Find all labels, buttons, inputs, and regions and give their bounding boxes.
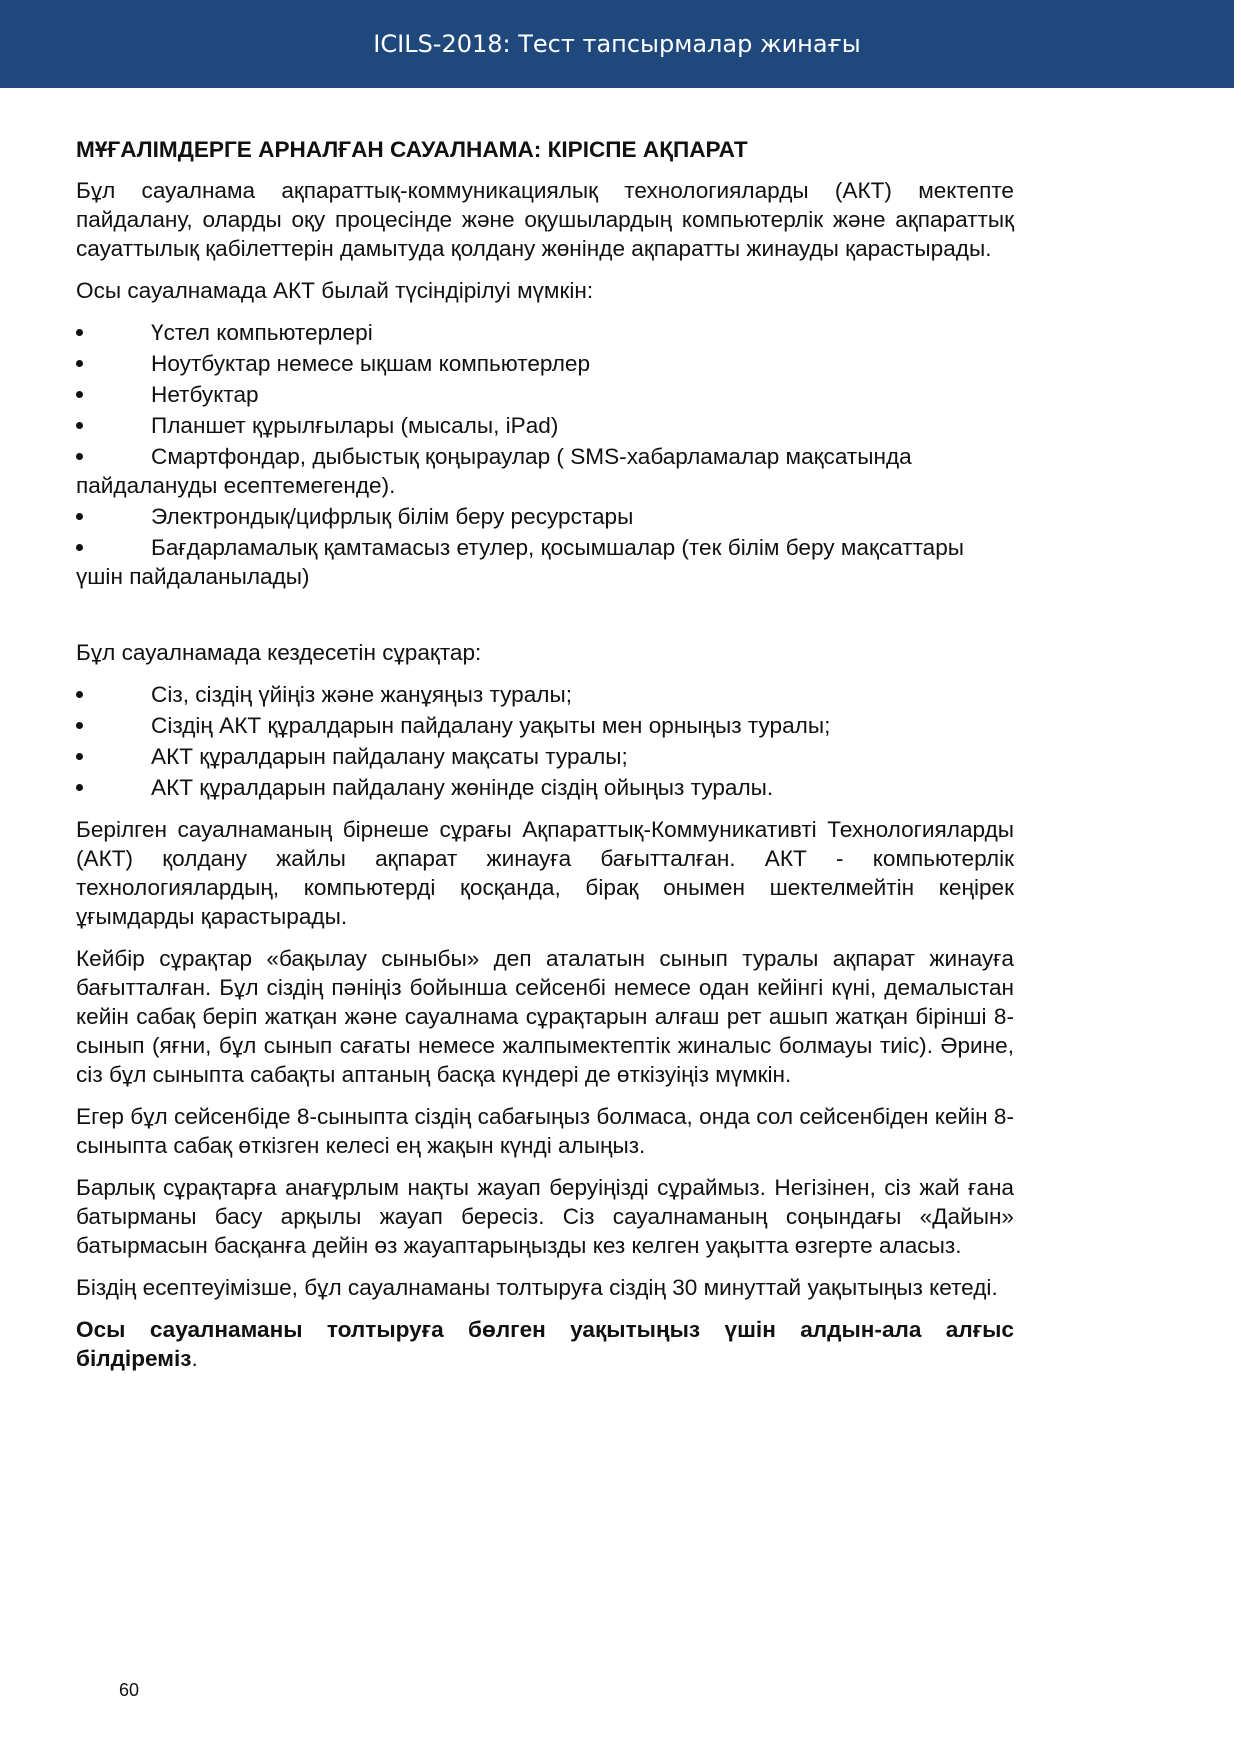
list-item: Ноутбуктар немесе ықшам компьютерлер xyxy=(76,349,1014,378)
list-item: Смартфондар, дыбыстық қоңыраулар ( SMS-хабарламалар мақсатында пайдалануды есептемегенде). xyxy=(76,444,912,498)
list-item: Сіз, сіздің үйіңіз және жанұяңыз туралы; xyxy=(76,680,1014,709)
bullet-icon xyxy=(76,513,83,520)
list-item: Нетбуктар xyxy=(76,380,1014,409)
bullet-icon xyxy=(76,453,83,460)
ict-list xyxy=(76,318,1014,591)
ict-list-lead: Осы сауалнамада АКТ былай түсіндірілуі мүмкін: xyxy=(76,278,594,303)
list-item: Сіздің АКТ құралдарын пайдалану уақыты мен орныңыз туралы; xyxy=(76,711,1014,740)
questions-list xyxy=(76,680,1014,802)
questions-list-lead: Бұл сауалнамада кездесетін сұрақтар: xyxy=(76,640,482,665)
section-heading: МҰҒАЛІМДЕРГЕ АРНАЛҒАН САУАЛНАМА: КІРІСПЕ АҚПАРАТ xyxy=(76,137,748,162)
bullet-icon xyxy=(76,722,83,729)
spacer xyxy=(76,604,1014,638)
list-item: Үстел компьютерлері xyxy=(76,318,1014,347)
bullet-icon xyxy=(76,544,83,551)
header-banner xyxy=(0,0,1234,88)
bullet-icon xyxy=(76,691,83,698)
list-item: Бағдарламалық қамтамасыз етулер, қосымшалар (тек білім беру мақсаттары үшін пайдаланылады) xyxy=(76,535,965,589)
page-number: 60 xyxy=(119,1680,140,1700)
control-class-paragraph: Кейбір сұрақтар «бақылау сыныбы» деп аталатын сынып туралы ақпарат жинауға бағытталған. Бұл сіздің пәніңіз бойынша сейсенбі немесе одан кейінгі күні, демалыстан кейін сабақ беріп жатқан және сауалнама сұрақтарын алғаш рет ашып жатқан бірінші 8-сынып (яғни, бұл сынып сағаты немесе жалпымектептік жиналыс болмауы тиіс). Әрине, сіз бұл сыныпта сабақты аптаның басқа күндері де өткізуіңіз мүмкін. xyxy=(76,946,1014,1087)
answers-paragraph: Барлық сұрақтарға анағұрлым нақты жауап беруіңізді сұраймыз. Негізінен, сіз жай ғана батырманы басу арқылы жауап бересіз. Сіз сауалнаманың соңындағы «Дайын» батырмасын басқанға дейін өз жауаптарыңызды кез келген уақытта өзгерте аласыз. xyxy=(76,1175,1014,1258)
bullet-icon xyxy=(76,753,83,760)
alternate-day-paragraph: Егер бұл сейсенбіде 8-сыныпта сіздің сабағыңыз болмаса, онда сол сейсенбіден кейін 8-сыныпта сабақ өткізген келесі ең жақын күнді алыңыз. xyxy=(76,1104,1014,1158)
closing-paragraph: Осы сауалнаманы толтыруға бөлген уақытыңыз үшін алдын-ала алғыс білдіреміз. xyxy=(76,1317,1014,1371)
bullet-icon xyxy=(76,784,83,791)
intro-paragraph: Бұл сауалнама ақпараттық-коммуникациялық технологияларды (АКТ) мектепте пайдалану, оларды оқу процесінде және оқушылардың компьютерлік және ақпараттық сауаттылық қабілеттерін дамытуда қолдану жөнінде ақпаратты жинауды қарастырады. xyxy=(76,178,1014,261)
closing-text: Осы сауалнаманы толтыруға бөлген уақытыңыз үшін алдын-ала алғыс білдіреміз xyxy=(76,1317,1014,1371)
duration-paragraph: Біздің есептеуімізше, бұл сауалнаманы толтыруға сіздің 30 минуттай уақытыңыз кетеді. xyxy=(76,1275,998,1300)
list-item: АКТ құралдарын пайдалану жөнінде сіздің ойыңыз туралы. xyxy=(76,773,1014,802)
bullet-icon xyxy=(76,329,83,336)
document-body xyxy=(76,135,1014,1386)
bullet-icon xyxy=(76,360,83,367)
bullet-icon xyxy=(76,391,83,398)
list-item: АКТ құралдарын пайдалану мақсаты туралы; xyxy=(76,742,1014,771)
header-title: ICILS-2018: Тест тапсырмалар жинағы xyxy=(373,30,861,58)
list-item: Планшет құрылғылары (мысалы, iPad) xyxy=(76,411,1014,440)
list-item: Электрондық/цифрлық білім беру ресурстары xyxy=(76,502,1014,531)
bullet-icon xyxy=(76,422,83,429)
ict-definition-paragraph: Берілген сауалнаманың бірнеше сұрағы Ақпараттық-Коммуникативті Технологияларды (АКТ) қолдану жайлы ақпарат жинауға бағытталған. АКТ - компьютерлік технологиялардың, компьютерді қосқанда, бірақ онымен шектелмейтін кеңірек ұғымдарды қарастырады. xyxy=(76,817,1014,929)
